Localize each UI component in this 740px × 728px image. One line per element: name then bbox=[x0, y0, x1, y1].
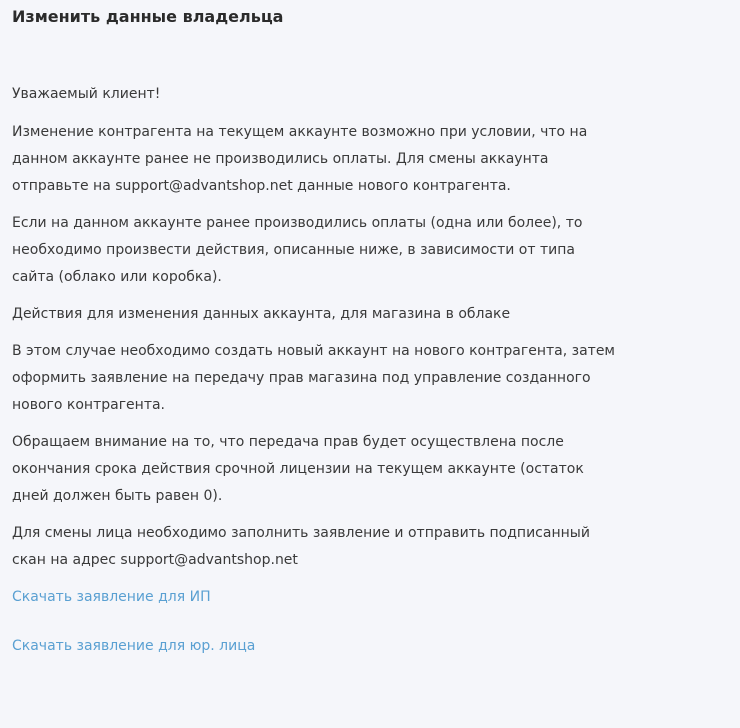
paragraph-line: окончания срока действия срочной лицензии на текущем аккаунте (остаток bbox=[12, 461, 584, 477]
paragraph-new-account bbox=[12, 338, 704, 419]
paragraph-line: Изменение контрагента на текущем аккаунте возможно при условии, что на bbox=[12, 124, 588, 140]
paragraph-line: отправьте на support@advantshop.net данные нового контрагента. bbox=[12, 178, 511, 194]
instructions-content bbox=[12, 81, 728, 660]
paragraph-line: дней должен быть равен 0). bbox=[12, 488, 223, 504]
greeting-text bbox=[12, 81, 704, 108]
paragraph-line: необходимо произвести действия, описанные ниже, в зависимости от типа bbox=[12, 242, 575, 258]
paragraph-send-application bbox=[12, 520, 704, 574]
download-application-legal-entity-link[interactable]: Скачать заявление для юр. лица bbox=[12, 638, 256, 654]
paragraph-line: данном аккаунте ранее не производились оплаты. Для смены аккаунта bbox=[12, 151, 549, 167]
paragraph-line: нового контрагента. bbox=[12, 397, 166, 413]
download-application-ip-link[interactable]: Скачать заявление для ИП bbox=[12, 589, 211, 605]
paragraph-line: скан на адрес support@advantshop.net bbox=[12, 552, 298, 568]
paragraph-license-note bbox=[12, 429, 704, 510]
paragraph-line: оформить заявление на передачу прав магазина под управление созданного bbox=[12, 370, 591, 386]
paragraph-change-conditions bbox=[12, 119, 704, 200]
paragraph-line: Для смены лица необходимо заполнить заявление и отправить подписанный bbox=[12, 525, 590, 541]
paragraph-cloud-heading bbox=[12, 301, 704, 328]
paragraph-line: Если на данном аккаунте ранее производились оплаты (одна или более), то bbox=[12, 215, 583, 231]
page-title: Изменить данные владельца bbox=[12, 7, 284, 26]
paragraph-payments-made bbox=[12, 210, 704, 291]
greeting-line: Уважаемый клиент! bbox=[12, 86, 161, 102]
paragraph-line: сайта (облако или коробка). bbox=[12, 269, 222, 285]
paragraph-line: В этом случае необходимо создать новый аккаунт на нового контрагента, затем bbox=[12, 343, 615, 359]
paragraph-line: Действия для изменения данных аккаунта, для магазина в облаке bbox=[12, 306, 511, 322]
paragraph-line: Обращаем внимание на то, что передача прав будет осуществлена после bbox=[12, 434, 564, 450]
